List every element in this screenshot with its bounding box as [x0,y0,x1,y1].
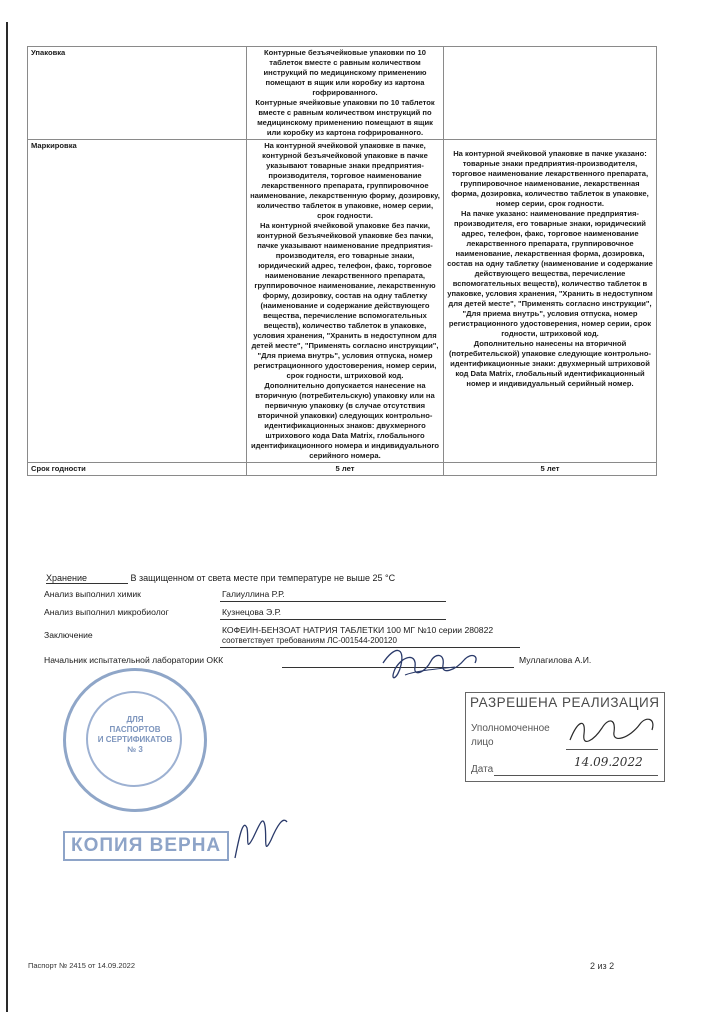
table-row-shelf-life [28,463,657,476]
release-stamp-authorized-line2: лицо [471,737,494,748]
release-stamp-authorized-line1: Уполномоченное [471,723,550,734]
packaging-col2-p2: Контурные ячейковые упаковки по 10 таблеток вместе с равным количеством инструкций по медицинскому применению помещают в ящик или коробку из картона гофрированного. [255,98,435,137]
storage-label: Хранение [46,573,128,584]
copy-signature [225,808,295,868]
head-value: Муллагилова А.И. [519,655,592,665]
chemist-label: Анализ выполнил химик [44,589,141,599]
round-stamp-center [66,715,204,755]
marking-col3 [444,140,657,463]
round-stamp-line4: № 3 [127,745,143,754]
storage-value: В защищенном от света месте при температуре не выше 25 °С [130,573,396,583]
conclusion-label: Заключение [44,630,93,640]
release-signature [560,710,670,755]
head-signature [375,643,485,688]
microbiologist-value: Кузнецова Э.Р. [222,607,282,617]
storage-line [46,573,395,584]
round-stamp-line1: ДЛЯ [126,715,144,724]
row-label-shelf-life: Срок годности [28,463,247,476]
round-stamp-line3: И СЕРТИФИКАТОВ [97,735,173,744]
packaging-col2 [247,47,444,140]
footer-passport: Паспорт № 2415 от 14.09.2022 [28,961,136,970]
shelf-life-col2: 5 лет [247,463,444,476]
conclusion-line1: КОФЕИН-БЕНЗОАТ НАТРИЯ ТАБЛЕТКИ 100 МГ №10 серии 280822 [222,625,494,635]
release-stamp-date-value: 14.09.2022 [574,755,643,769]
row-label-packaging: Упаковка [28,47,247,140]
round-stamp [63,668,207,812]
chemist-underline [220,601,446,602]
shelf-life-col3: 5 лет [444,463,657,476]
conclusion-line2: соответствует требованиям ЛС-001544-200120 [222,636,397,645]
marking-col3-p2: На пачке указано: наименование предприятия-производителя, его товарные знаки, юридический адрес, телефон, факс, торговое наименование лекарственного препарата, группировочное наименование, лекарственная форма, дозировка, состав на одну таблетку (наименование и содержание действующего вещества, перечисление вспомогательных веществ), количество таблеток в упаковке, условия хранения, "Хранить в недоступном для детей месте", "Применять согласно инструкции", "Для приема внутрь", условия отпуска, номер регистрационного удостоверения, номер серии, срок годности, штриховой код. [447,209,653,338]
marking-col3-p1: На контурной ячейковой упаковке в пачке указано: товарные знаки предприятия-производителя, торговое наименование лекарственного препарата, группировочное наименование, лекарственная форма, дозировка, количество таблеток в упаковке, номер серии, срок годности. [451,149,649,208]
head-label: Начальник испытательной лаборатории ОКК [44,655,224,665]
release-stamp-date-label: Дата [471,764,494,775]
microbiologist-label: Анализ выполнил микробиолог [44,607,169,617]
marking-col2 [247,140,444,463]
copy-verified-stamp: КОПИЯ ВЕРНА [63,831,229,861]
release-stamp-title: РАЗРЕШЕНА РЕАЛИЗАЦИЯ [470,695,660,710]
chemist-value: Галиуллина Р.Р. [222,589,285,599]
microbiologist-underline [220,619,446,620]
row-label-marking: Маркировка [28,140,247,463]
table-row-packaging [28,47,657,140]
marking-col2-p2: На контурной ячейковой упаковке без пачки, контурной безъячейковой упаковке без пачки, пачке указывают наименование предприятия-производителя, его товарные знаки, юридический адрес, телефон, факс, торговое наименование лекарственного препарата, группировочное наименование, лекарственную форму, дозировку, состав на одну таблетку (наименование и содержание действующего вещества, перечисление вспомогательных веществ), количество таблеток в упаковке, условия хранения, "Хранить в недоступном для детей месте", "Применять согласно инструкции", "Для приема внутрь", условия отпуска, номер регистрационного удостоверения, номер серии, срок годности, штриховой код. [251,221,439,380]
packaging-col2-p1: Контурные безъячейковые упаковки по 10 таблеток вместе с равным количеством инструкций по медицинскому применению помещают в ящик или коробку из картона гофрированного. [263,48,427,97]
release-stamp-date-line [494,775,658,776]
marking-col3-p3: Дополнительно нанесены на вторичной (потребительской) упаковке следующие контрольно-идентификационные знаки: двухмерный штриховой код Data Matrix, глобальный идентификационный номер и индивидуальный серийный номер. [448,339,652,388]
marking-col2-p1: На контурной ячейковой упаковке в пачке, контурной безъячейковой упаковке в пачке указывают товарные знаки предприятия-производителя, торговое наименование лекарственного препарата, группировочное наименование, лекарственную форму, дозировку, количество таблеток в упаковке, номер серии, срок годности. [250,141,440,220]
spec-table [27,46,657,476]
page-edge [6,22,8,1012]
round-stamp-line2: ПАСПОРТОВ [109,725,161,734]
packaging-col3 [444,47,657,140]
footer-page: 2 из 2 [590,961,615,971]
marking-col2-p3: Дополнительно допускается нанесение на вторичную (потребительскую) упаковку или на первичную упаковку (в случае отсутствия вторичной упаковки) следующих контрольно-идентификационных знаков: двухмерного штрихового кода Data Matrix, глобального идентификационного номера и индивидуального серийного номера. [250,381,440,460]
table-row-marking [28,140,657,463]
